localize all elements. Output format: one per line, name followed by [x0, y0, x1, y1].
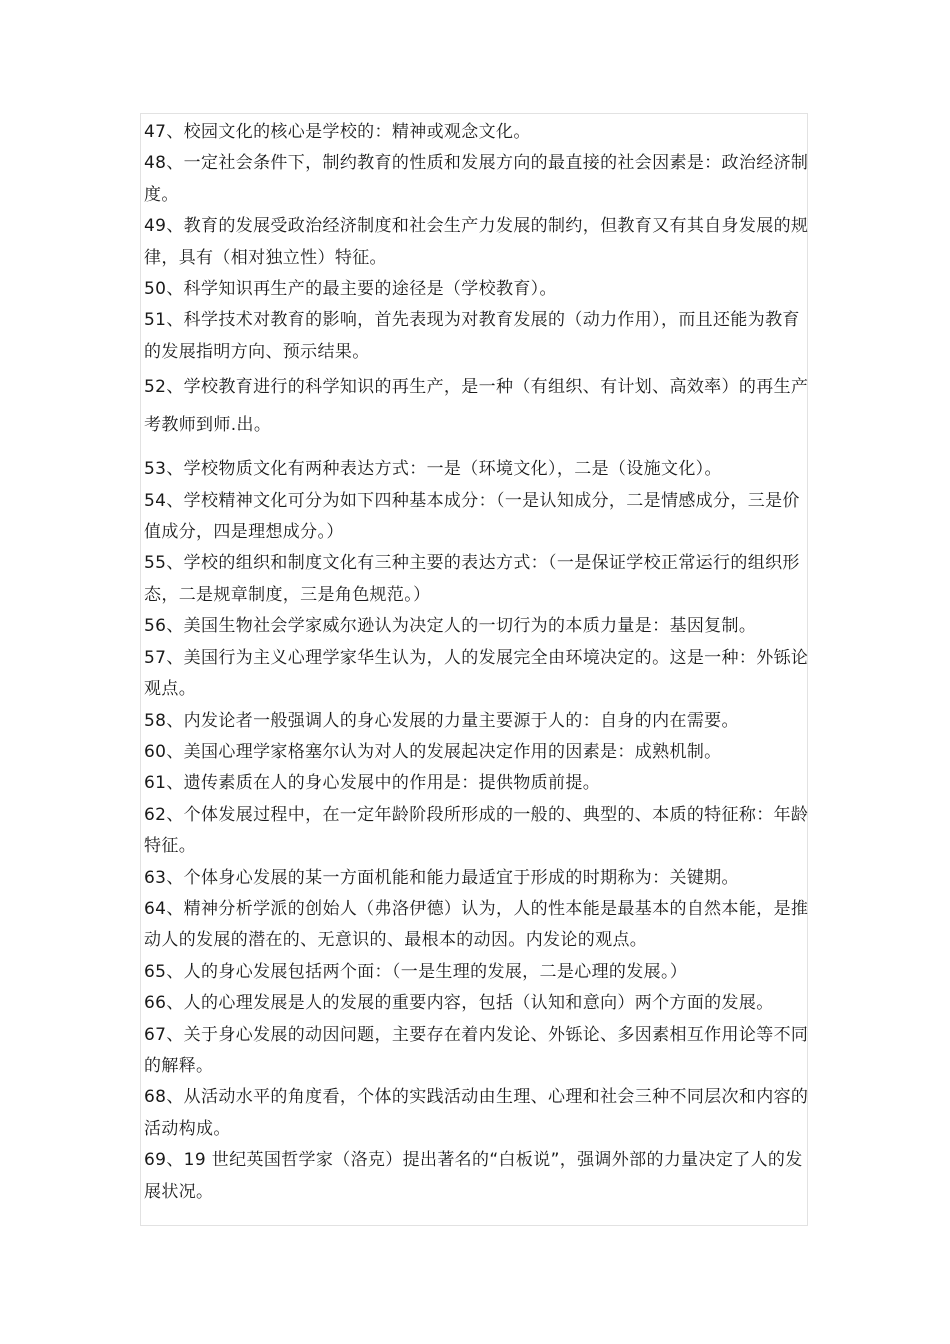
- list-item-55: 55、学校的组织和制度文化有三种主要的表达方式：（一是保证学校正常运行的组织形态，二是规章制度，三是角色规范。）: [144, 553, 800, 605]
- list-item-48: 48、一定社会条件下，制约教育的性质和发展方向的最直接的社会因素是：政治经济制度。: [144, 153, 809, 205]
- list-item-68: 68、从活动水平的角度看，个体的实践活动由生理、心理和社会三种不同层次和内容的活动构成。: [144, 1087, 809, 1139]
- list-item-56: 56、美国生物社会学家威尔逊认为决定人的一切行为的本质力量是：基因复制。: [144, 616, 757, 637]
- list-item-65: 65、人的身心发展包括两个面：（一是生理的发展，二是心理的发展。）: [144, 961, 688, 982]
- list-item-69: 69、19 世纪英国哲学家（洛克）提出著名的“白板说”，强调外部的力量决定了人的发展状况。: [144, 1150, 803, 1202]
- list-item-54: 54、学校精神文化可分为如下四种基本成分：（一是认知成分，二是情感成分，三是价值成分，四是理想成分。）: [144, 490, 800, 543]
- list-item-51: 51、科学技术对教育的影响，首先表现为对教育发展的（动力作用），而且还能为教育的发展指明方向、预示结果。: [144, 310, 800, 362]
- list-item-52: 52、学校教育进行的科学知识的再生产，是一种（有组织、有计划、高效率）的再生产考教师到师.出。: [144, 377, 809, 436]
- list-item-49: 49、教育的发展受政治经济制度和社会生产力发展的制约，但教育又有其自身发展的规律，具有（相对独立性）特征。: [144, 216, 809, 268]
- list-item-61: 61、遗传素质在人的身心发展中的作用是：提供物质前提。: [144, 773, 601, 794]
- list-item-66: 66、人的心理发展是人的发展的重要内容，包括（认知和意向）两个方面的发展。: [144, 993, 774, 1014]
- list-item-63: 63、个体身心发展的某一方面机能和能力最适宜于形成的时期称为：关键期。: [144, 867, 739, 888]
- list-item-64: 64、精神分析学派的创始人（弗洛伊德）认为，人的性本能是最基本的自然本能，是推动人的发展的潜在的、无意识的、最根本的动因。内发论的观点。: [144, 898, 809, 951]
- list-item-67: 67、关于身心发展的动因问题，主要存在着内发论、外铄论、多因素相互作用论等不同的解释。: [144, 1024, 809, 1076]
- list-item-60: 60、美国心理学家格塞尔认为对人的发展起决定作用的因素是：成熟机制。: [144, 741, 722, 762]
- list-item-58: 58、内发论者一般强调人的身心发展的力量主要源于人的：自身的内在需要。: [144, 710, 739, 731]
- content-body: [144, 117, 816, 1208]
- list-item-57: 57、美国行为主义心理学家华生认为，人的发展完全由环境决定的。这是一种：外铄论观点。: [144, 647, 809, 700]
- list-item-62: 62、个体发展过程中，在一定年龄阶段所形成的一般的、典型的、本质的特征称：年龄特征。: [144, 804, 809, 857]
- list-item-53: 53、学校物质文化有两种表达方式：一是（环境文化），二是（设施文化）。: [144, 459, 722, 480]
- list-item-47: 47、校园文化的核心是学校的：精神或观念文化。: [144, 122, 531, 142]
- list-item-50: 50、科学知识再生产的最主要的途径是（学校教育）。: [144, 279, 557, 300]
